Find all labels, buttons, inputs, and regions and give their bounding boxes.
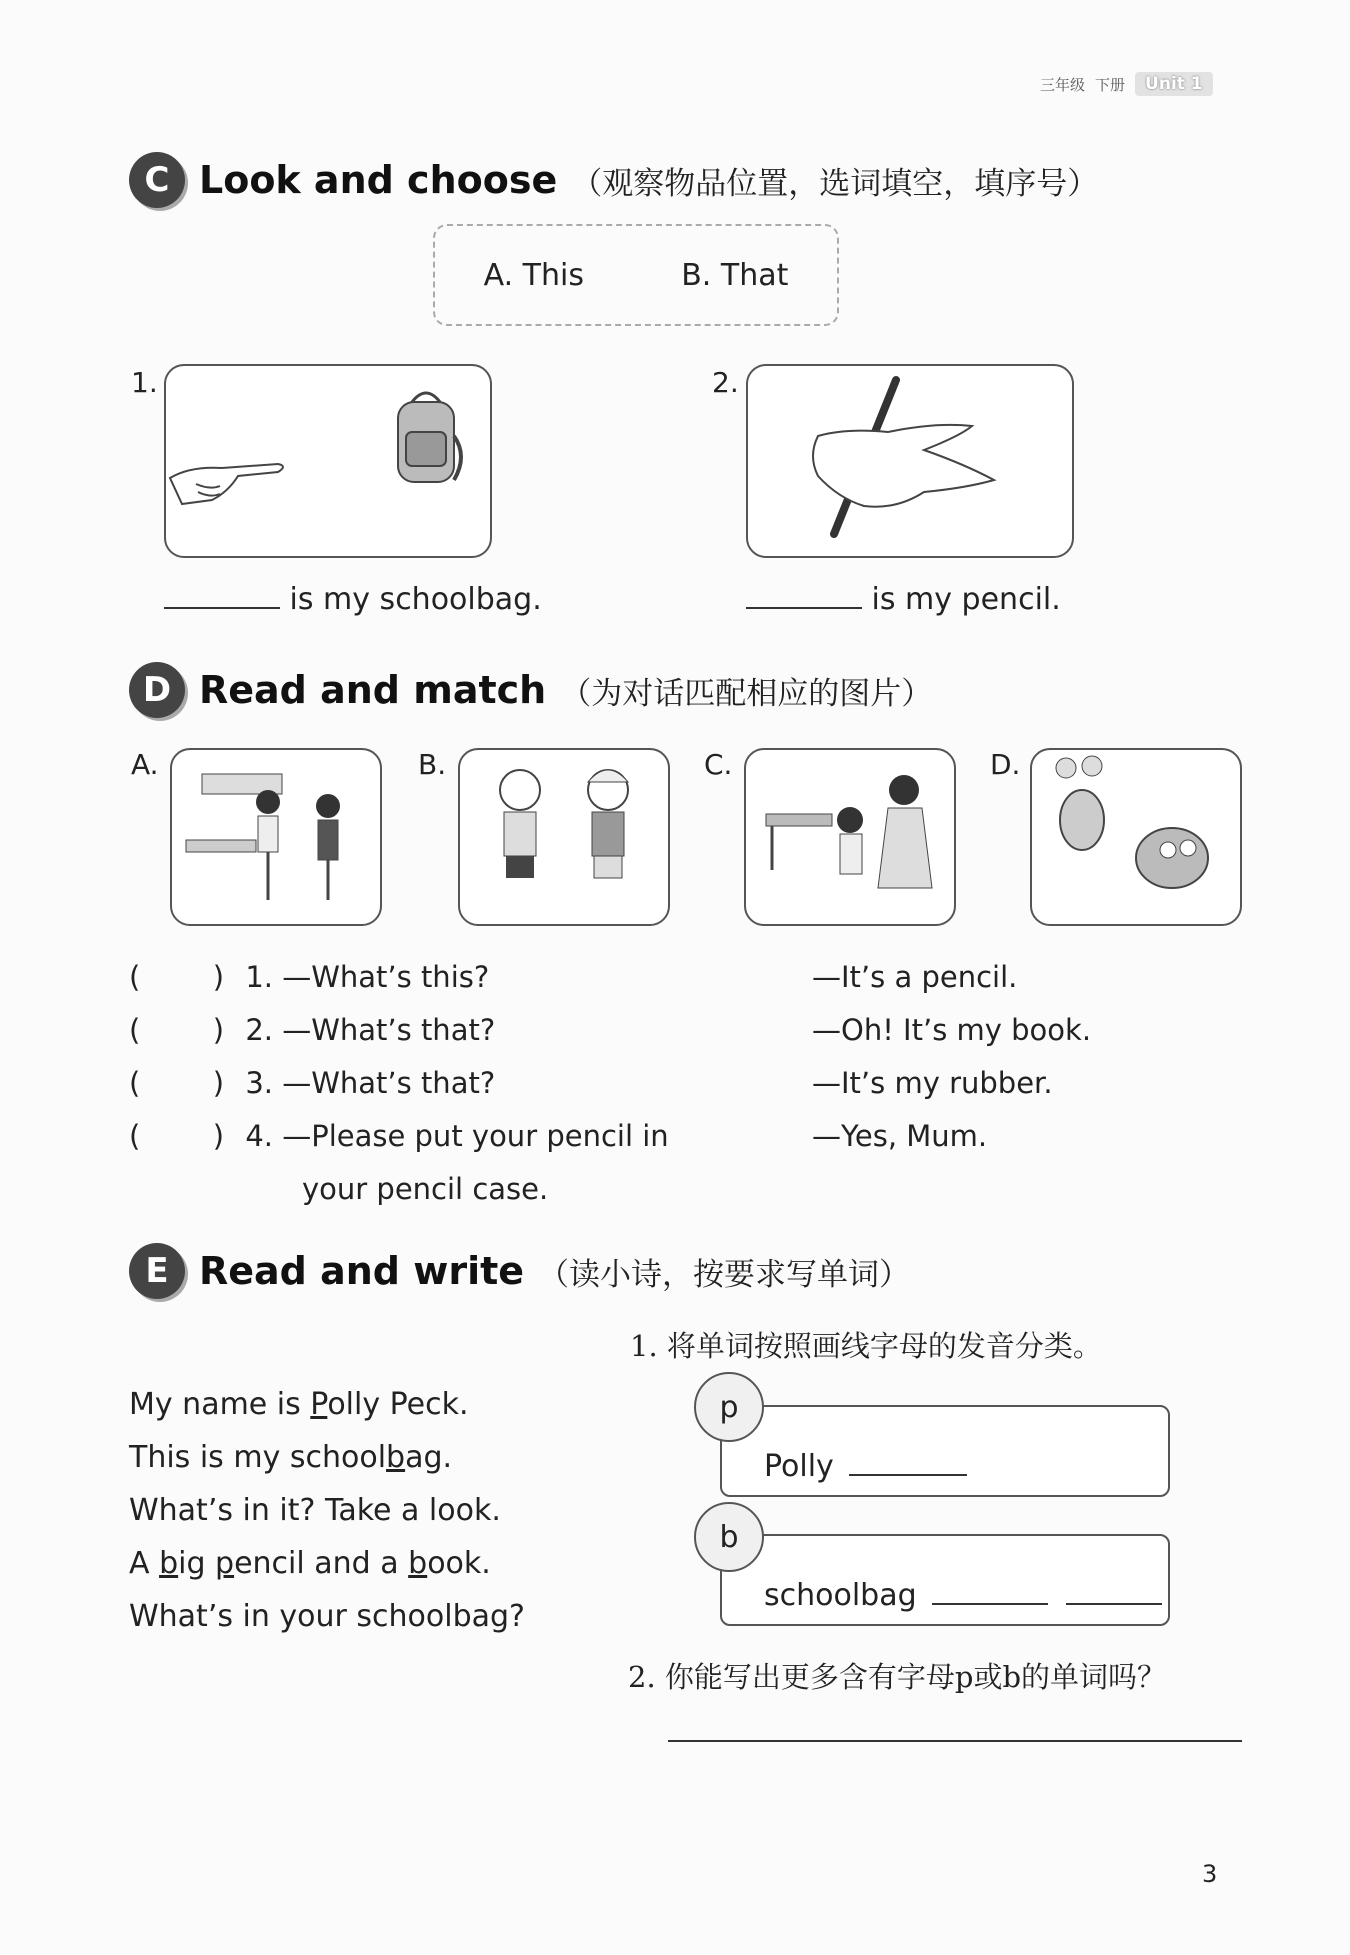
question-3: 3. —What’s that?: [245, 1066, 496, 1100]
option-a: A. This: [483, 257, 584, 293]
poem-line-3: What’s in it? Take a look.: [129, 1493, 501, 1528]
answer-paren-close-4[interactable]: ): [212, 1119, 225, 1153]
section-e-badge: E: [129, 1243, 185, 1299]
poem-text: My name is: [129, 1387, 311, 1422]
item-1-sentence-line: [164, 582, 542, 617]
picture-b-label: B.: [418, 748, 447, 781]
item-2-number: 2.: [712, 366, 739, 399]
picture-a-label: A.: [131, 748, 159, 781]
term-label: 下册: [1095, 75, 1126, 94]
poem-text: ig: [178, 1546, 216, 1581]
page-header: [1040, 72, 1213, 96]
underlined-letter: P: [310, 1387, 328, 1422]
section-c-heading: [129, 152, 1098, 208]
p-answer-blank[interactable]: [849, 1474, 967, 1476]
cartoon-mice-illustration: [1032, 750, 1240, 924]
answer-paren-open-1[interactable]: (: [129, 960, 141, 994]
poem-text: This is my school: [129, 1440, 387, 1475]
two-boys-illustration: [460, 750, 668, 924]
item-1-number: 1.: [131, 366, 158, 399]
item-2-sentence-line: [746, 582, 1061, 617]
question-4-continued: your pencil case.: [302, 1172, 549, 1206]
page-number: 3: [1202, 1860, 1218, 1888]
underlined-letter: p: [215, 1546, 235, 1581]
picture-d-label: D.: [990, 748, 1021, 781]
item-1-answer-blank[interactable]: [164, 607, 280, 609]
match-row-1: [129, 960, 489, 994]
response-3: —It’s my rubber.: [812, 1066, 1053, 1100]
poem-text: ook.: [427, 1546, 491, 1581]
poem-line-5: What’s in your schoolbag?: [129, 1599, 525, 1634]
poem-text: encil and a: [234, 1546, 409, 1581]
section-d-badge: D: [129, 662, 185, 718]
task-2-instruction: 2. 你能写出更多含有字母p或b的单词吗？: [628, 1660, 1167, 1694]
picture-c-label: C.: [704, 748, 733, 781]
b-word-line: [764, 1578, 1162, 1613]
b-letter-circle: b: [694, 1502, 764, 1572]
p-letter-circle: p: [694, 1372, 764, 1442]
match-row-3: [129, 1066, 495, 1100]
underlined-letter: b: [159, 1546, 179, 1581]
poem-text: olly Peck.: [327, 1387, 469, 1422]
word-choice-box: [433, 224, 839, 326]
p-sound-box: [720, 1405, 1170, 1497]
question-1: 1. —What’s this?: [245, 960, 490, 994]
hand-holding-pencil-illustration: [748, 366, 1072, 556]
response-4: —Yes, Mum.: [812, 1119, 988, 1153]
answer-paren-close-1[interactable]: ): [212, 960, 225, 994]
section-e-heading: [129, 1243, 910, 1299]
item-1-sentence: is my schoolbag.: [289, 582, 542, 617]
match-row-2: [129, 1013, 495, 1047]
answer-paren-open-2[interactable]: (: [129, 1013, 141, 1047]
poem-line-4: [129, 1537, 525, 1590]
task-1-instruction: 1. 将单词按照画线字母的发音分类。: [630, 1329, 1102, 1363]
answer-paren-open-3[interactable]: (: [129, 1066, 141, 1100]
p-example-word: Polly: [764, 1449, 834, 1484]
answer-paren-open-4[interactable]: (: [129, 1119, 141, 1153]
item-2-sentence: is my pencil.: [871, 582, 1061, 617]
match-row-4: [129, 1119, 669, 1153]
section-c-badge: C: [129, 152, 185, 208]
response-1: —It’s a pencil.: [812, 960, 1018, 994]
b-example-word: schoolbag: [764, 1578, 917, 1613]
task-2-answer-line[interactable]: [668, 1740, 1242, 1742]
picture-a: [170, 748, 382, 926]
classroom-two-girls-illustration: [172, 750, 380, 924]
section-c-subtitle: （观察物品位置，选词填空，填序号）: [571, 165, 1099, 202]
poem-line-2: [129, 1431, 525, 1484]
b-answer-blank-2[interactable]: [1066, 1603, 1162, 1605]
b-answer-blank-1[interactable]: [932, 1603, 1048, 1605]
poem-line-1: [129, 1378, 525, 1431]
pointing-hand-schoolbag-illustration: [166, 366, 490, 556]
answer-paren-close-2[interactable]: ): [212, 1013, 225, 1047]
picture-d: [1030, 748, 1242, 926]
picture-b: [458, 748, 670, 926]
option-b: B. That: [681, 257, 789, 293]
item-1-picture: [164, 364, 492, 558]
picture-c: [744, 748, 956, 926]
section-c-title: Look and choose: [199, 158, 558, 202]
response-2: —Oh! It’s my book.: [812, 1013, 1092, 1047]
poem-text: A: [129, 1546, 160, 1581]
mother-and-child-illustration: [746, 750, 954, 924]
item-2-picture: [746, 364, 1074, 558]
underlined-letter: b: [386, 1440, 406, 1475]
grade-label: 三年级: [1040, 75, 1086, 94]
poem: [129, 1378, 525, 1643]
question-4: 4. —Please put your pencil in: [245, 1119, 669, 1153]
unit-badge: Unit 1: [1135, 72, 1213, 96]
poem-text: ag.: [405, 1440, 453, 1475]
section-d-title: Read and match: [199, 668, 547, 712]
section-d-subtitle: （为对话匹配相应的图片）: [560, 675, 933, 712]
section-d-heading: [129, 662, 932, 718]
p-word-line: [764, 1449, 967, 1484]
answer-paren-close-3[interactable]: ): [212, 1066, 225, 1100]
question-2: 2. —What’s that?: [245, 1013, 496, 1047]
section-e-title: Read and write: [199, 1249, 525, 1293]
underlined-letter: b: [408, 1546, 428, 1581]
item-2-answer-blank[interactable]: [746, 607, 862, 609]
section-e-subtitle: （读小诗，按要求写单词）: [538, 1256, 911, 1293]
b-sound-box: [720, 1534, 1170, 1626]
